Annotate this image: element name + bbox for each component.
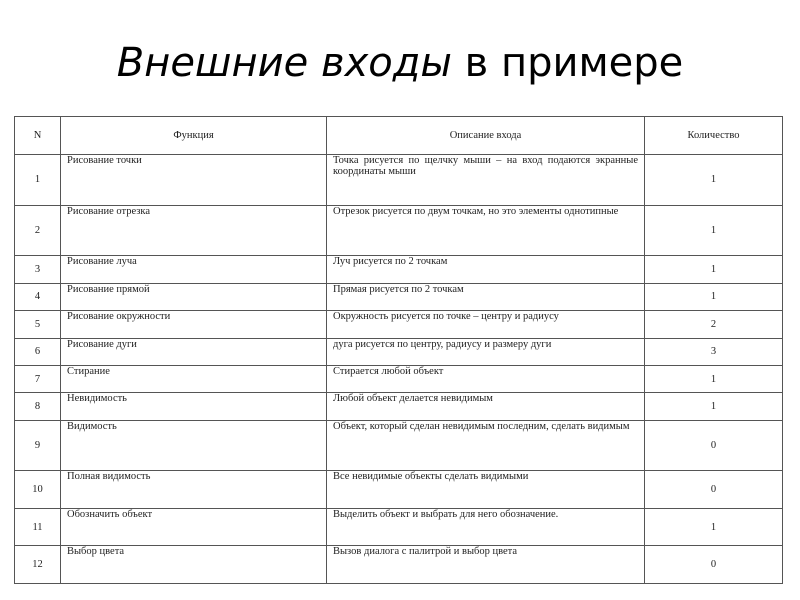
row-number: 6 <box>15 338 61 365</box>
row-count: 2 <box>645 311 783 338</box>
row-number: 2 <box>15 205 61 256</box>
row-count: 1 <box>645 365 783 392</box>
row-description: Объект, который сделан невидимым последним, сделать видимым <box>327 420 645 471</box>
row-description: Луч рисуется по 2 точкам <box>327 256 645 283</box>
row-count: 3 <box>645 338 783 365</box>
row-number: 7 <box>15 365 61 392</box>
row-number: 4 <box>15 283 61 310</box>
table-row <box>15 311 783 338</box>
table-row <box>15 508 783 546</box>
header-function: Функция <box>61 117 327 155</box>
slide-title <box>0 38 800 88</box>
row-function: Видимость <box>61 420 327 471</box>
table-row <box>15 393 783 420</box>
row-function: Рисование отрезка <box>61 205 327 256</box>
row-number: 8 <box>15 393 61 420</box>
table-row <box>15 546 783 584</box>
row-description: Вызов диалога с палитрой и выбор цвета <box>327 546 645 584</box>
row-function: Невидимость <box>61 393 327 420</box>
row-count: 1 <box>645 508 783 546</box>
row-number: 10 <box>15 471 61 509</box>
row-count: 1 <box>645 283 783 310</box>
table-row <box>15 205 783 256</box>
row-function: Стирание <box>61 365 327 392</box>
row-function: Рисование луча <box>61 256 327 283</box>
table-row <box>15 471 783 509</box>
row-count: 1 <box>645 155 783 206</box>
row-function: Полная видимость <box>61 471 327 509</box>
row-count: 0 <box>645 420 783 471</box>
row-function: Обозначить объект <box>61 508 327 546</box>
row-number: 12 <box>15 546 61 584</box>
table-row <box>15 338 783 365</box>
table-row <box>15 283 783 310</box>
row-count: 0 <box>645 546 783 584</box>
row-description: Выделить объект и выбрать для него обозначение. <box>327 508 645 546</box>
table-row <box>15 155 783 206</box>
external-inputs-table <box>14 116 783 584</box>
row-function: Рисование прямой <box>61 283 327 310</box>
row-description: Окружность рисуется по точке – центру и радиусу <box>327 311 645 338</box>
row-function: Рисование точки <box>61 155 327 206</box>
row-number: 1 <box>15 155 61 206</box>
row-number: 3 <box>15 256 61 283</box>
row-number: 9 <box>15 420 61 471</box>
row-count: 1 <box>645 256 783 283</box>
row-description: Любой объект делается невидимым <box>327 393 645 420</box>
row-function: Рисование окружности <box>61 311 327 338</box>
table-row <box>15 420 783 471</box>
table-header-row <box>15 117 783 155</box>
row-description: Отрезок рисуется по двум точкам, но это элементы однотипные <box>327 205 645 256</box>
row-function: Выбор цвета <box>61 546 327 584</box>
row-description: Стирается любой объект <box>327 365 645 392</box>
row-count: 0 <box>645 471 783 509</box>
slide-title-plain: в примере <box>451 40 684 86</box>
row-number: 5 <box>15 311 61 338</box>
row-function: Рисование дуги <box>61 338 327 365</box>
row-description: Все невидимые объекты сделать видимыми <box>327 471 645 509</box>
table-row <box>15 256 783 283</box>
row-count: 1 <box>645 393 783 420</box>
row-description: Точка рисуется по щелчку мыши – на вход подаются экранные координаты мыши <box>327 155 645 206</box>
header-count: Количество <box>645 117 783 155</box>
row-description: дуга рисуется по центру, радиусу и размеру дуги <box>327 338 645 365</box>
table-row <box>15 365 783 392</box>
header-description: Описание входа <box>327 117 645 155</box>
row-description: Прямая рисуется по 2 точкам <box>327 283 645 310</box>
slide-title-italic: Внешние входы <box>116 40 452 86</box>
row-number: 11 <box>15 508 61 546</box>
row-count: 1 <box>645 205 783 256</box>
header-n: N <box>15 117 61 155</box>
